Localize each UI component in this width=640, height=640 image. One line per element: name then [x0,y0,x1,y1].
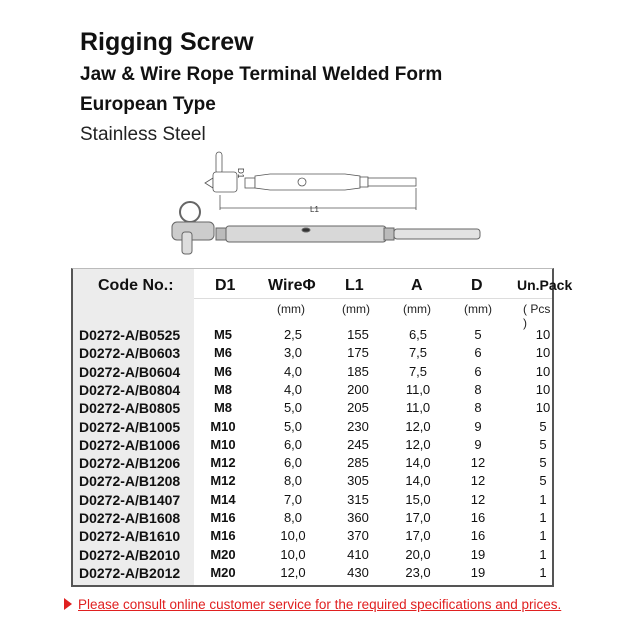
cell-unpack: 1 [539,546,547,562]
table-row [73,382,552,400]
cell-l1: 430 [347,564,369,580]
cell-d: 16 [470,528,486,544]
cell-d1: M10 [210,418,236,434]
cell-code: D0272-A/B0525 [79,327,181,343]
cell-d1: M6 [213,345,233,361]
cell-wire: 7,0 [283,491,303,507]
product-photo [172,202,480,254]
table-row [73,565,552,583]
cell-unpack: 1 [539,564,547,580]
cell-wire: 12,0 [280,564,306,580]
cell-d1: M16 [210,510,236,525]
cell-d1: M8 [213,400,233,416]
cell-wire: 2,5 [283,327,303,342]
cell-unpack: 1 [539,528,547,544]
cell-unpack: 10 [535,345,551,361]
cell-d1: M20 [210,546,236,562]
cell-code: D0272-A/B2012 [79,564,181,581]
cell-unpack: 10 [535,327,551,342]
cell-d1: M10 [210,436,236,452]
cell-l1: 315 [347,491,369,507]
cell-wire: 4,0 [283,381,303,397]
table-row [73,364,552,382]
cell-code: D0272-A/B0804 [79,381,181,398]
cell-d: 8 [474,381,482,397]
cell-code: D0272-A/B0805 [79,400,181,417]
cell-d1: M5 [213,327,233,342]
technical-line-drawing [205,152,416,210]
cell-d: 5 [474,327,482,342]
notice-link[interactable]: Please consult online customer service for the required specifications and prices. [78,597,562,612]
cell-a: 11,0 [405,381,431,397]
cell-l1: 305 [347,473,369,489]
l1-label: L1 [310,205,319,214]
cell-wire: 8,0 [283,473,303,489]
table-row [73,437,552,455]
cell-unpack: 5 [539,455,547,471]
header-d1: D1 [215,277,236,294]
cell-l1: 245 [347,436,369,452]
cell-d: 6 [474,345,482,361]
cell-d: 19 [470,546,486,562]
cell-d: 8 [474,400,482,416]
cell-wire: 10,0 [280,546,306,562]
cell-a: 11,0 [405,400,431,416]
cell-l1: 175 [347,345,369,361]
d1-label: D1 [236,168,245,179]
cell-l1: 410 [347,546,369,562]
cell-d1: M20 [210,564,236,580]
cell-d1: M12 [210,473,236,489]
unit-a: (mm) [403,302,431,316]
header-wire: WireΦ [268,277,316,294]
cell-d: 9 [474,418,482,434]
cell-code: D0272-A/B1006 [79,436,181,453]
cell-code: D0272-A/B1610 [79,528,181,545]
cell-wire: 8,0 [283,510,303,525]
cell-wire: 5,0 [283,418,303,434]
cell-a: 20,0 [405,546,431,562]
cell-d1: M16 [210,528,236,544]
cell-code: D0272-A/B1208 [79,473,181,490]
cell-a: 15,0 [405,491,431,507]
cell-a: 14,0 [405,473,431,489]
cell-l1: 205 [347,400,369,416]
table-row [73,327,552,345]
header-unpack: Un.Pack [517,277,573,293]
table-row [73,510,552,528]
table-row [73,473,552,491]
header-divider [194,298,552,299]
notice [64,597,561,612]
cell-d1: M14 [210,491,236,507]
cell-l1: 285 [347,455,369,471]
rigging-screw-drawing [160,140,500,260]
table-row [73,400,552,418]
cell-unpack: 10 [535,381,551,397]
table-row [73,455,552,473]
cell-a: 17,0 [405,510,431,525]
header-code: Code No.: [98,277,174,294]
unit-l1: (mm) [342,302,370,316]
unit-unpack: ( Pcs ) [523,302,551,330]
cell-a: 6,5 [408,327,428,342]
cell-code: D0272-A/B1407 [79,491,181,508]
subtitle-type: European Type [80,94,216,115]
cell-a: 12,0 [405,418,431,434]
page-title: Rigging Screw [80,28,254,56]
cell-l1: 230 [347,418,369,434]
spec-table [71,268,573,587]
cell-code: D0272-A/B1005 [79,418,181,435]
table-row [73,528,552,546]
header-l1: L1 [345,277,364,294]
cell-a: 14,0 [405,455,431,471]
table-row [73,345,552,363]
cell-d: 12 [470,473,486,489]
cell-d: 12 [470,455,486,471]
cell-code: D0272-A/B2010 [79,546,181,563]
cell-unpack: 5 [539,473,547,489]
cell-wire: 6,0 [283,436,303,452]
header-a: A [411,277,423,294]
cell-l1: 155 [347,327,369,342]
cell-a: 17,0 [405,528,431,544]
cell-d1: M6 [213,363,233,379]
arrow-icon [64,598,72,610]
cell-unpack: 5 [539,418,547,434]
cell-d: 19 [470,564,486,580]
cell-wire: 4,0 [283,363,303,379]
subtitle: Jaw & Wire Rope Terminal Welded Form [80,64,443,85]
cell-wire: 6,0 [283,455,303,471]
cell-d: 16 [470,510,486,525]
cell-l1: 200 [347,381,369,397]
cell-unpack: 10 [535,363,551,379]
cell-code: D0272-A/B1206 [79,455,181,472]
cell-d: 6 [474,363,482,379]
cell-code: D0272-A/B1608 [79,510,181,526]
unit-wire: (mm) [277,302,305,316]
cell-l1: 360 [347,510,369,525]
table-row [73,419,552,437]
cell-a: 12,0 [405,436,431,452]
cell-wire: 5,0 [283,400,303,416]
header-d: D [471,277,483,294]
unit-d: (mm) [464,302,492,316]
cell-wire: 3,0 [283,345,303,361]
cell-d: 9 [474,436,482,452]
cell-l1: 370 [347,528,369,544]
cell-a: 7,5 [408,363,428,379]
cell-d1: M12 [210,455,236,471]
table-row [73,547,552,565]
material-label: Stainless Steel [80,124,206,145]
cell-d1: M8 [213,381,233,397]
cell-wire: 10,0 [280,528,306,544]
cell-code: D0272-A/B0604 [79,363,181,380]
cell-unpack: 5 [539,436,547,452]
cell-l1: 185 [347,363,369,379]
cell-d: 12 [470,491,486,507]
table-row [73,492,552,510]
cell-unpack: 1 [539,510,547,525]
cell-unpack: 10 [535,400,551,416]
cell-code: D0272-A/B0603 [79,345,181,362]
cell-a: 7,5 [408,345,428,361]
cell-unpack: 1 [539,491,547,507]
cell-a: 23,0 [405,564,431,580]
